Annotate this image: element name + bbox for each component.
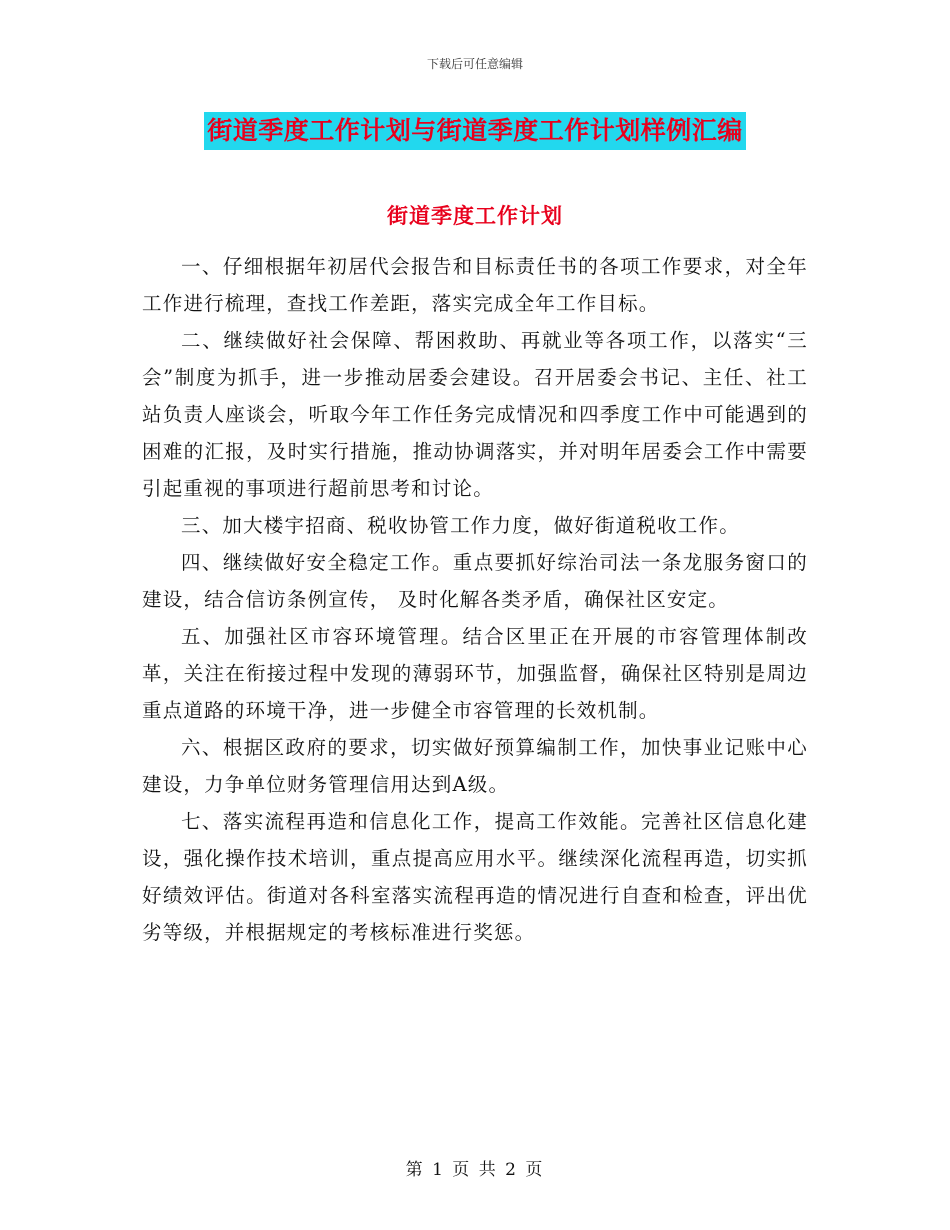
- section-title: 街道季度工作计划: [387, 203, 563, 228]
- page-footer: 第 1 页 共 2 页: [405, 1160, 545, 1180]
- document-body: [142, 248, 808, 951]
- paragraph-5: 五、加强社区市容环境管理。结合区里正在开展的市容管理体制改革，关注在衔接过程中发现的薄弱环节，加强监督，确保社区特别是周边重点道路的环境干净，进一步健全市容管理的长效机制。: [142, 625, 808, 722]
- paragraph-3: 三、加大楼宇招商、税收协管工作力度，做好街道税收工作。: [181, 514, 740, 537]
- paragraph-1: 一、仔细根据年初居代会报告和目标责任书的各项工作要求，对全年工作进行梳理，查找工作差距，落实完成全年工作目标。: [142, 255, 808, 315]
- paragraph-6: 六、根据区政府的要求，切实做好预算编制工作，加快事业记账中心建设，力争单位财务管理信用达到A级。: [142, 736, 808, 796]
- main-title: 街道季度工作计划与街道季度工作计划样例汇编: [204, 112, 746, 150]
- main-title-container: [0, 112, 950, 150]
- paragraph-7: 七、落实流程再造和信息化工作，提高工作效能。完善社区信息化建设，强化操作技术培训，重点提高应用水平。继续深化流程再造，切实抓好绩效评估。街道对各科室落实流程再造的情况进行自查和检查，评出优劣等级，并根据规定的考核标准进行奖惩。: [142, 810, 808, 944]
- paragraph-4: 四、继续做好安全稳定工作。重点要抓好综治司法一条龙服务窗口的建设，结合信访条例宣传， 及时化解各类矛盾，确保社区安定。: [142, 551, 808, 611]
- paragraph-2: 二、继续做好社会保障、帮困救助、再就业等各项工作，以落实“三会”制度为抓手，进一步推动居委会建设。召开居委会书记、主任、社工站负责人座谈会，听取今年工作任务完成情况和四季度工作中可能遇到的困难的汇报，及时实行措施，推动协调落实，并对明年居委会工作中需要引起重视的事项进行超前思考和讨论。: [142, 329, 808, 500]
- header-note: 下载后可任意编辑: [426, 57, 523, 71]
